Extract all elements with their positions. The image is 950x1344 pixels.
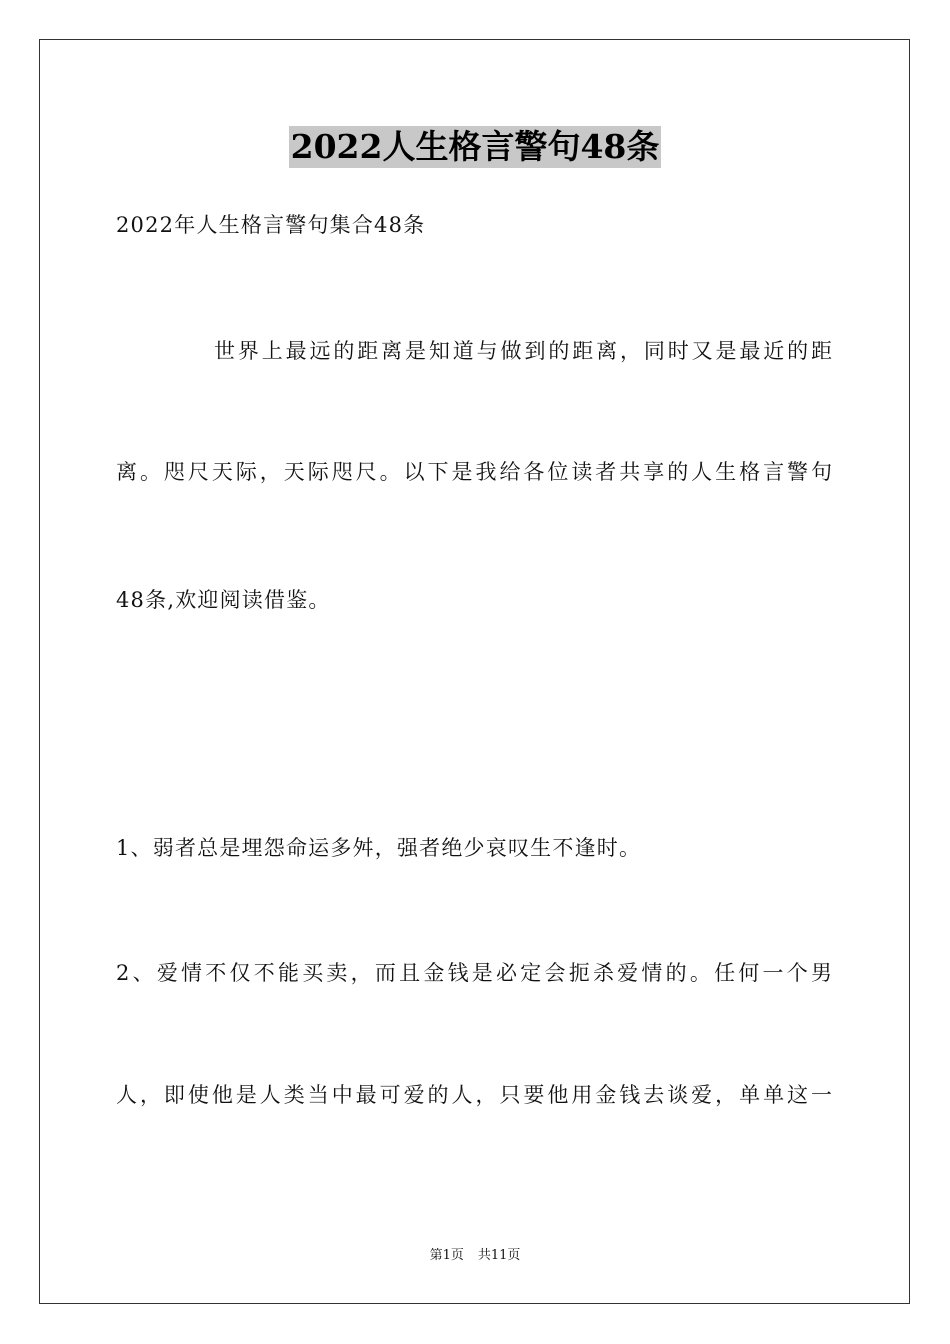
document-title: 2022人生格言警句48条 — [290, 127, 660, 166]
intro-line-1: 世界上最远的距离是知道与做到的距离，同时又是最近的距 — [214, 339, 832, 363]
intro-line-3: 48条,欢迎阅读借鉴。 — [116, 588, 331, 612]
quote-item-1: 1、弱者总是埋怨命运多舛，强者绝少哀叹生不逢时。 — [116, 836, 642, 860]
document-subtitle: 2022年人生格言警句集合48条 — [116, 213, 426, 237]
title-container — [0, 126, 950, 168]
intro-line-2: 离。咫尺天际，天际咫尺。以下是我给各位读者共享的人生格言警句 — [116, 460, 832, 484]
page-footer — [0, 1247, 950, 1265]
page-total: 共11页 — [477, 1248, 521, 1263]
page-number: 第1页 — [429, 1248, 464, 1263]
quote-item-2-line-2: 人，即使他是人类当中最可爱的人，只要他用金钱去谈爱，单单这一 — [116, 1083, 832, 1107]
quote-item-2-line-1: 2、爱情不仅不能买卖，而且金钱是必定会扼杀爱情的。任何一个男 — [116, 961, 832, 985]
